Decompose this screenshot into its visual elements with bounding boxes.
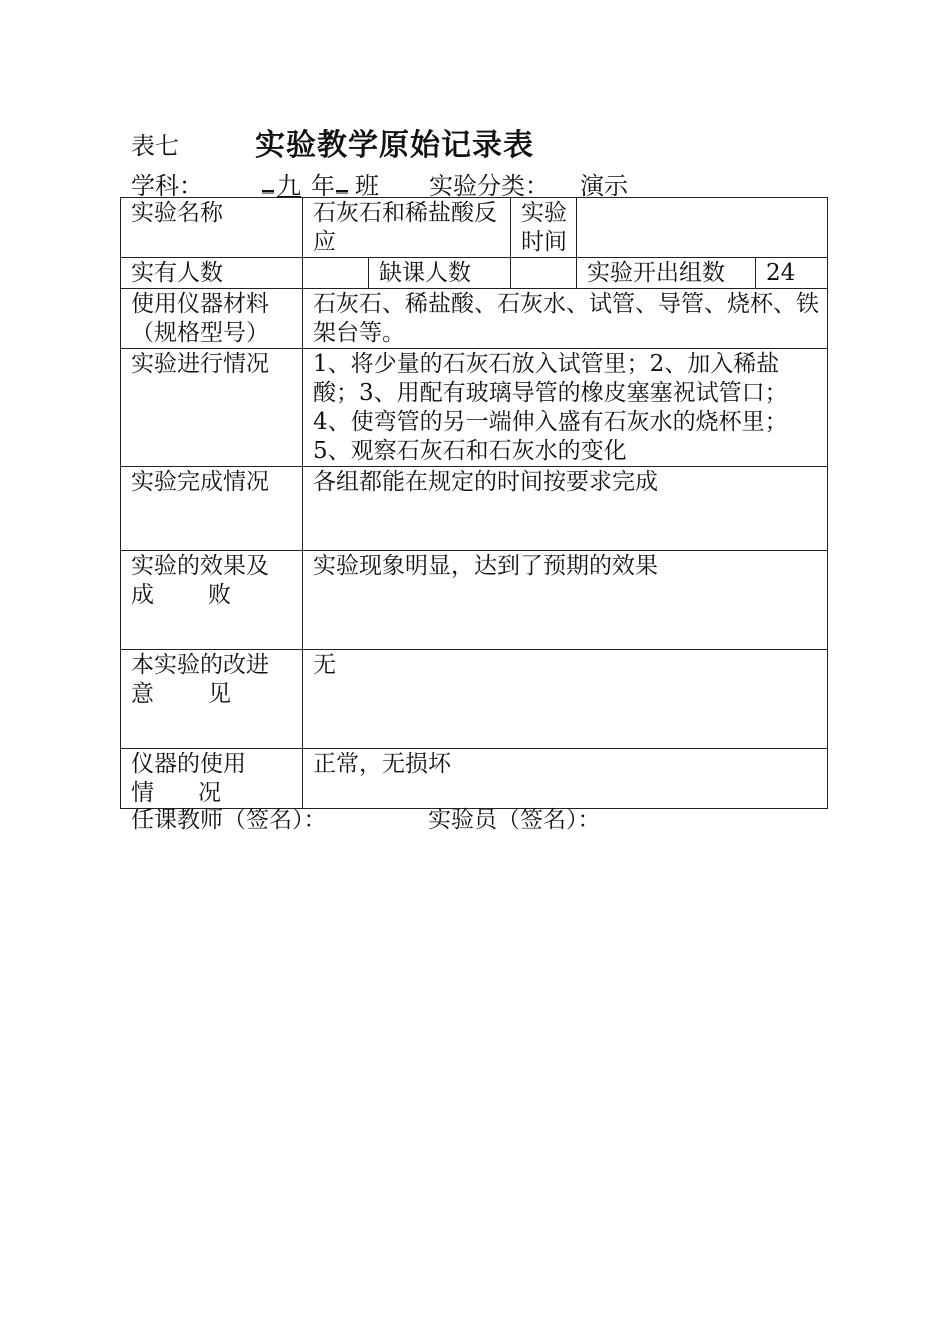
grade-blank: _ [262,166,274,194]
usage-label-char: 况 [198,780,221,806]
table-row [121,289,828,349]
usage-label [121,749,303,809]
grade-suffix: 年 [311,172,335,200]
table-number: 表七 [131,132,179,160]
effect-value: 实验现象明显，达到了预期的效果 [303,551,828,650]
effect-label-char: 败 [208,582,231,608]
table-row [121,551,828,650]
category-label: 实验分类： [429,172,549,200]
effect-label-line2 [131,581,291,610]
process-label: 实验进行情况 [121,349,303,467]
improve-value: 无 [303,650,828,749]
table-row [121,467,828,551]
improve-label-line1: 本实验的改进 [131,652,269,678]
absent-value [511,258,577,289]
exp-time-value [577,198,828,258]
improve-label-line2 [131,680,291,709]
class-blank: _ [336,166,348,194]
improve-label-char: 意 [131,681,154,707]
assistant-signature-label: 实验员（签名）： [428,807,601,833]
present-value [303,258,369,289]
completion-value: 各组都能在规定的时间按要求完成 [303,467,828,551]
absent-label: 缺课人数 [369,258,511,289]
improve-label [121,650,303,749]
table-row [121,258,828,289]
document-title: 实验教学原始记录表 [255,128,534,163]
present-label: 实有人数 [121,258,303,289]
table-row [121,650,828,749]
class-label: 班 [355,172,379,200]
usage-label-line1: 仪器的使用 [131,751,246,777]
effect-label-line1: 实验的效果及 [131,553,269,579]
usage-value: 正常，无损坏 [303,749,828,809]
table-row [121,198,828,258]
grade-value: 九 [277,172,301,200]
materials-label: 使用仪器材料（规格型号） [121,289,303,349]
exp-time-label: 实验时间 [511,198,577,258]
process-value: 1、将少量的石灰石放入试管里；2、加入稀盐酸；3、用配有玻璃导管的橡皮塞塞祝试管口；4、使弯管的另一端伸入盛有石灰水的烧杯里；5、观察石灰石和石灰水的变化 [303,349,828,467]
usage-label-char: 情 [131,780,154,806]
materials-value: 石灰石、稀盐酸、石灰水、试管、导管、烧杯、铁架台等。 [303,289,828,349]
record-table [120,197,828,809]
effect-label-char: 成 [131,582,154,608]
category-value: 演示 [580,172,628,200]
completion-label: 实验完成情况 [121,467,303,551]
teacher-signature-label: 任课教师（签名）： [131,807,327,833]
exp-name-value: 石灰石和稀盐酸反应 [303,198,511,258]
groups-value: 24 [756,258,828,289]
subject-label: 学科： [131,172,203,200]
groups-label: 实验开出组数 [577,258,756,289]
table-row [121,349,828,467]
effect-label [121,551,303,650]
exp-name-label: 实验名称 [121,198,303,258]
table-row [121,749,828,809]
improve-label-char: 见 [208,681,231,707]
